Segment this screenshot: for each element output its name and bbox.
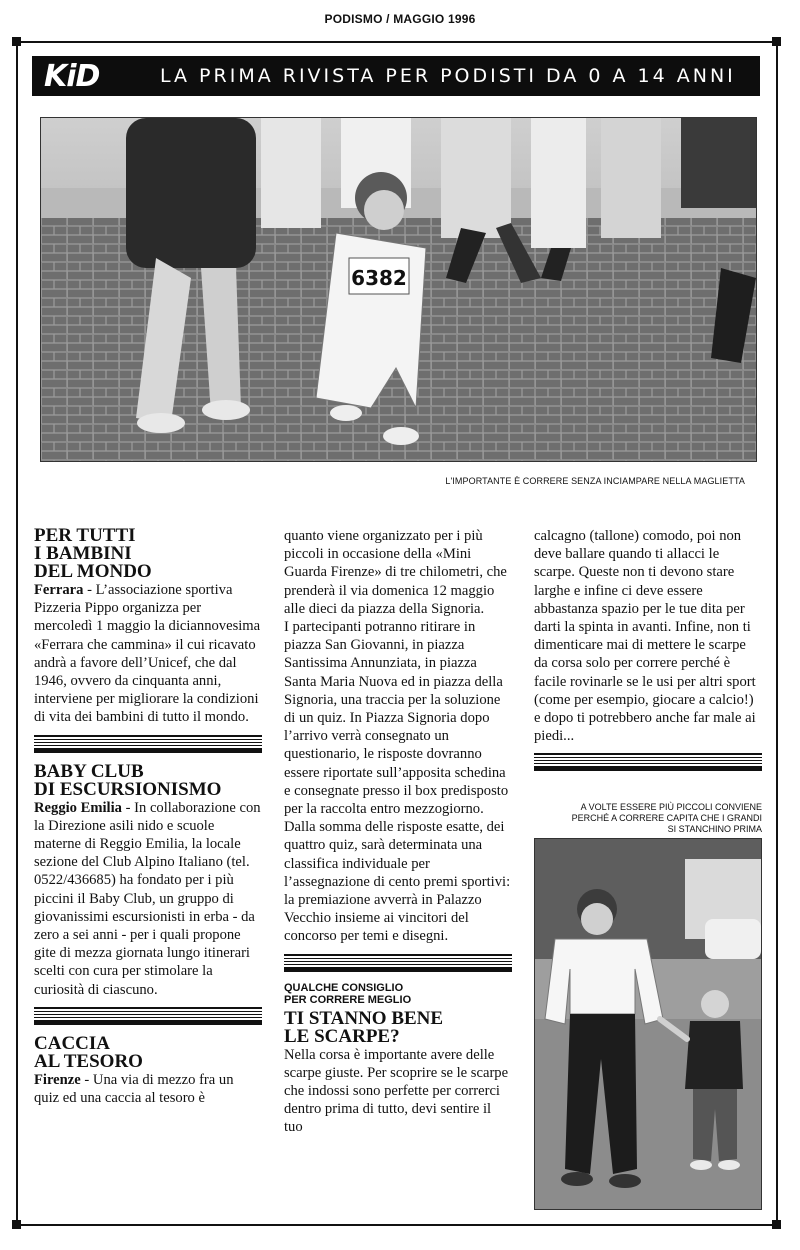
corner-mark-tr [772, 37, 781, 46]
article-2-body: Reggio Emilia - In collaborazione con la Direzione asili nido e scuole materne di Reggio Emilia, la locale sezione del Club Alpino Italiano (tel. 0522/436685) ha fondato per i più piccini il Baby Club, un gruppo di giovanissimi escursionisti in erba - da zero a sei anni - per i quali propone gite di mezza giornata lungo itinerari scelti con cura per stimolare la curiosità di ciascuno. [34, 799, 261, 998]
side-photo-illustration [535, 839, 761, 1209]
frame-left-line [16, 41, 18, 1226]
frame-right-line [776, 41, 778, 1226]
banner-tagline: LA PRIMA RIVISTA PER PODISTI DA 0 A 14 ANNI [160, 65, 736, 87]
column-3 [534, 527, 762, 781]
article-1-title: PER TUTTI I BAMBINI DEL MONDO [34, 525, 152, 582]
article-3-body-p1: quanto viene organizzato per i più piccoli in occasione della «Mini Guarda Firenze» di tre chilometri, che prenderà il via domenica 12 maggio alle dieci da piazza della Signoria. [284, 528, 507, 617]
frame-bottom-line [16, 1224, 778, 1226]
article-4-body-start: Nella corsa è importante avere delle scarpe giuste. Per scoprire se le scarpe che indossi sono perfette per correrci dentro prima di tutto, devi sentire il tuo [284, 1046, 509, 1136]
article-3-dateline: Firenze [34, 1071, 81, 1088]
bib-number: 6382 [351, 266, 407, 290]
corner-mark-tl [12, 37, 21, 46]
corner-mark-bl [12, 1220, 21, 1229]
article-4-body-cont: calcagno (tallone) comodo, poi non deve ballare quando ti allacci le scarpe. Queste non ti devono stare larghe e infine ci deve essere abbastanza spazio per le tue dita per darti la spinta in avanti. Infine, non ti dimenticare mai di mettere le scarpe da corsa solo per correre perché è facile rovinarle se le usi per altri sport (come per esempio, giocare a calcio!) e dopo ti potrebbero anche far male ai piedi... [534, 528, 756, 745]
main-photo [40, 117, 757, 462]
article-3-title: CACCIA AL TESORO [34, 1032, 143, 1072]
article-4-kicker: QUALCHE CONSIGLIO PER CORRERE MEGLIO [284, 981, 412, 1006]
column-rule [34, 1007, 262, 1025]
article-3-body-p3: Dalla somma delle risposte esatte, dei quattro quiz, sarà determinata una classifica individuale per l’assegnazione di cento premi sportivi: la premiazione avverrà in Palazzo Vecchio insieme ai vincitori del concorso per temi e disegni. [284, 819, 511, 945]
column-rule [284, 954, 512, 972]
column-rule [34, 735, 262, 753]
column-2 [284, 527, 512, 1137]
article-2-dateline: Reggio Emilia [34, 799, 122, 816]
column-rule [534, 753, 762, 771]
section-banner [32, 56, 760, 96]
main-photo-illustration [41, 118, 756, 461]
column-1 [34, 527, 262, 1107]
corner-mark-br [772, 1220, 781, 1229]
article-3-body-start: Firenze - Una via di mezzo fra un quiz ed una caccia al tesoro è [34, 1071, 234, 1107]
article-3-body-p2: I partecipanti potranno ritirare in piazza San Giovanni, in piazza Santissima Annunziata, in piazza Santa Maria Nuova ed in piazza della Signoria, una traccia per la soluzione di un quiz. In Piazza Signoria dopo l’arrivo verrà consegnato un questionario, le risposte dovranno essere riportate sull’apposita schedina e consegnate presso il box predisposto per la raccolta entro mezzogiorno. [284, 619, 509, 818]
kid-logo: KiD [44, 58, 100, 94]
article-1-body: Ferrara - L’associazione sportiva Pizzeria Pippo organizza per mercoledì 1 maggio la diciannovesima «Ferrara che cammina» il cui ricavato andrà a favore dell’Unicef, che dal 1946, ovvero da cinquanta anni, interviene per migliorare la condizioni di vita dei bambini di tutto il mondo. [34, 582, 261, 726]
side-photo [534, 838, 762, 1210]
running-head: PODISMO / MAGGIO 1996 [324, 12, 476, 26]
article-2-title: BABY CLUB DI ESCURSIONISMO [34, 760, 222, 800]
article-1-dateline: Ferrara [34, 582, 84, 598]
side-photo-caption: A VOLTE ESSERE PIÙ PICCOLI CONVIENE PERCHÉ A CORRERE CAPITA CHE I GRANDI SI STANCHINO PRIMA [571, 802, 762, 834]
article-4-title: TI STANNO BENE LE SCARPE? [284, 1007, 444, 1047]
frame-top-line [16, 41, 778, 43]
main-photo-caption: L'IMPORTANTE È CORRERE SENZA INCIAMPARE NELLA MAGLIETTA [445, 476, 745, 486]
